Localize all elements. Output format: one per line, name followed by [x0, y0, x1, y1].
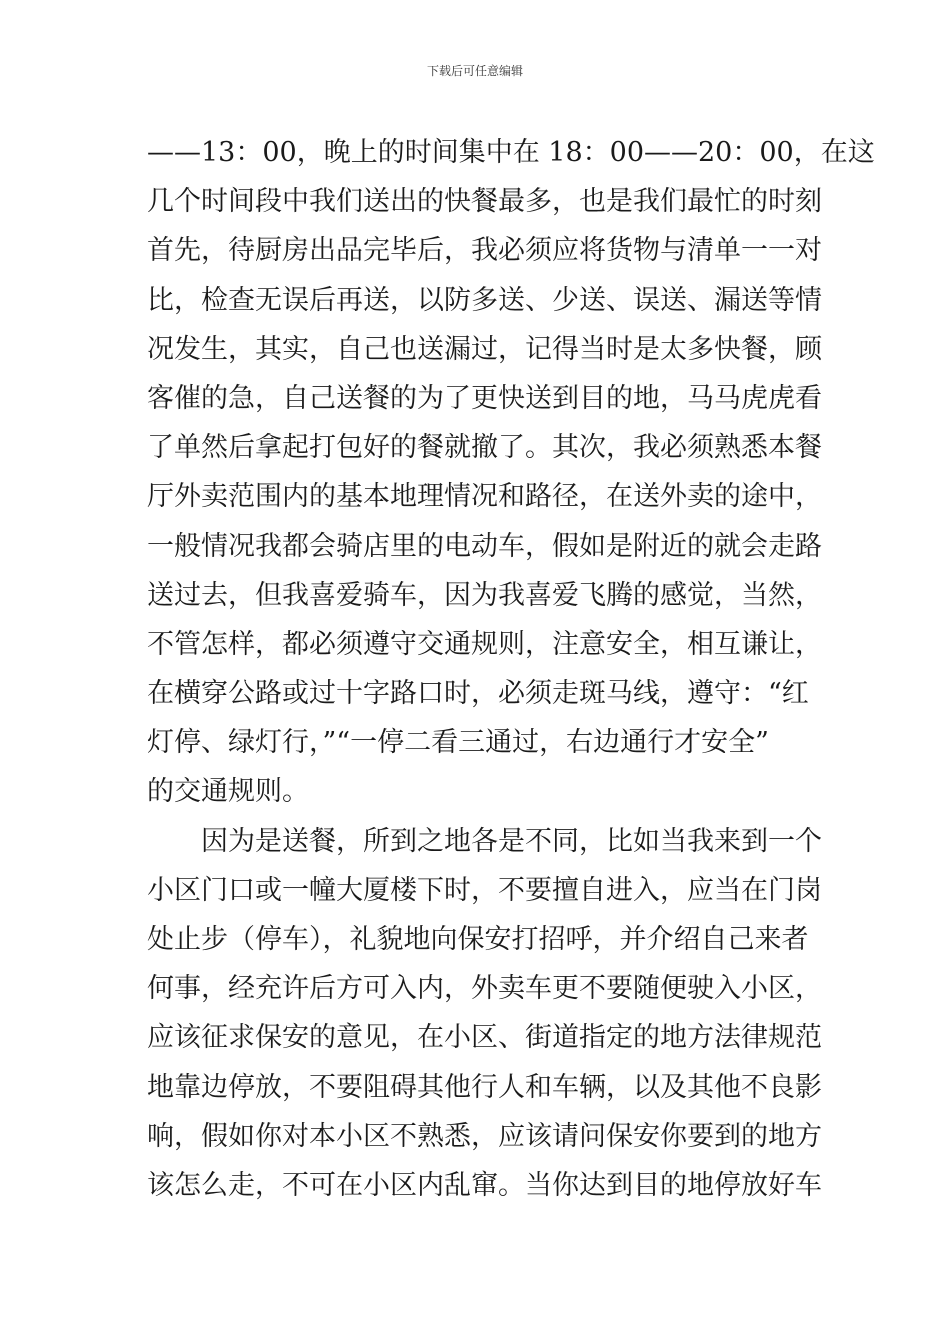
text-line: 了单然后拿起打包好的餐就撤了。其次，我必须熟悉本餐 — [147, 432, 822, 464]
text-line: ——13：00，晚上的时间集中在 18：00——20：00，在这 — [147, 137, 875, 168]
text-line: 客催的急，自己送餐的为了更快送到目的地，马马虎虎看 — [147, 382, 822, 414]
text-line: 地靠边停放，不要阻碍其他行人和车辆，以及其他不良影 — [147, 1071, 822, 1103]
text-line: 一般情况我都会骑店里的电动车，假如是附近的就会走路 — [147, 530, 822, 562]
text-line: 在横穿公路或过十字路口时，必须走斑马线，遵守：“红 — [147, 678, 809, 710]
paragraph-first-line: 因为是送餐，所到之地各是不同，比如当我来到一个 — [201, 825, 822, 857]
text-line: 处止步（停车），礼貌地向保安打招呼，并介绍自己来者 — [147, 924, 809, 955]
text-line: 首先，待厨房出品完毕后，我必须应将货物与清单一一对 — [147, 235, 822, 267]
text-line: 不管怎样，都必须遵守交通规则，注意安全，相互谦让， — [147, 628, 822, 660]
text-line: 响，假如你对本小区不熟悉，应该请问保安你要到的地方 — [147, 1120, 822, 1152]
text-line: 小区门口或一幢大厦楼下时，不要擅自进入，应当在门岗 — [147, 874, 822, 906]
document-body — [147, 128, 875, 1210]
text-line: 的交通规则。 — [147, 776, 309, 808]
text-line: 应该征求保安的意见，在小区、街道指定的地方法律规范 — [147, 1022, 822, 1054]
text-line: 送过去，但我喜爱骑车，因为我喜爱飞腾的感觉，当然， — [147, 579, 822, 611]
text-line: 几个时间段中我们送出的快餐最多，也是我们最忙的时刻 — [147, 186, 822, 218]
text-line: 厅外卖范围内的基本地理情况和路径，在送外卖的途中， — [147, 481, 822, 513]
text-line: 灯停、绿灯行，”“一停二看三通过，右边通行才安全” — [147, 727, 769, 759]
page-header: 下载后可任意编辑 — [426, 64, 523, 78]
text-line: 比，检查无误后再送，以防多送、少送、误送、漏送等情 — [147, 284, 822, 316]
text-line: 何事，经充许后方可入内，外卖车更不要随便驶入小区， — [147, 973, 822, 1005]
text-line: 况发生，其实，自己也送漏过，记得当时是太多快餐，顾 — [147, 333, 822, 365]
text-line: 该怎么走，不可在小区内乱窜。当你达到目的地停放好车 — [147, 1169, 822, 1201]
